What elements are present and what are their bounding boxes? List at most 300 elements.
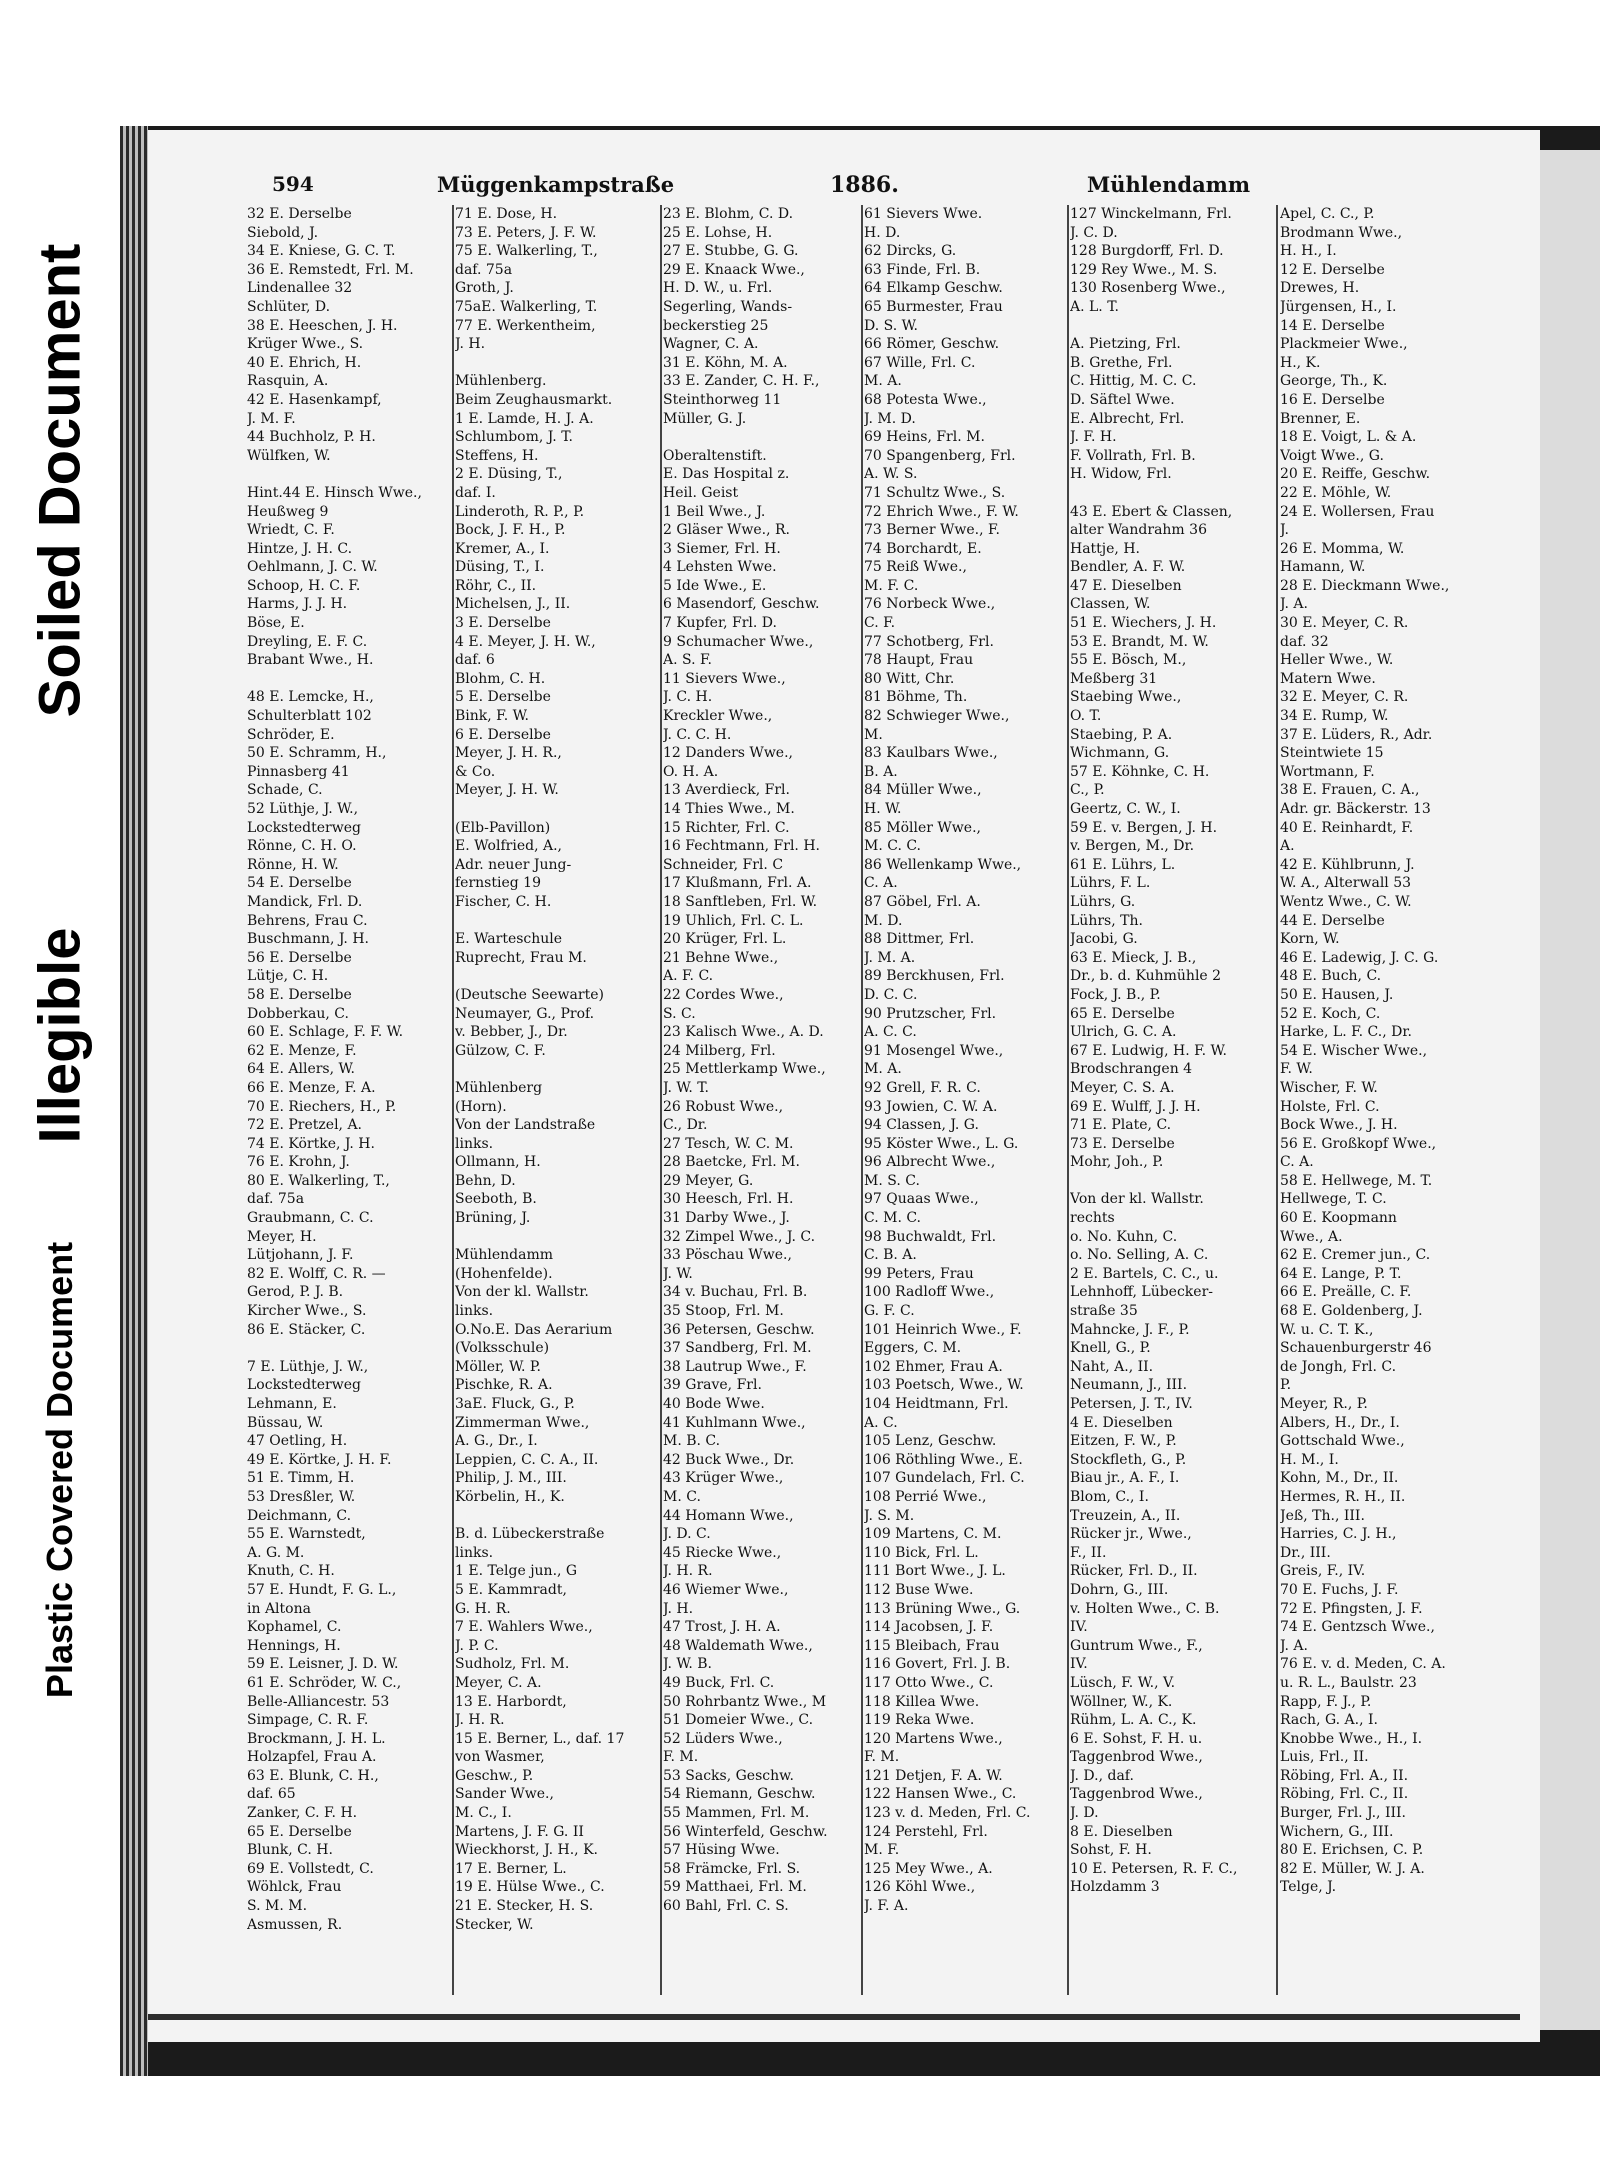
directory-line: Meyer, H. — [247, 1228, 317, 1245]
directory-line: 34 E. Rump, W. — [1280, 708, 1389, 725]
directory-line: C., Dr. — [663, 1117, 708, 1134]
directory-line: Wichmann, G. — [1070, 745, 1170, 762]
directory-line: 128 Burgdorff, Frl. D. — [1070, 243, 1224, 260]
directory-line: Kreckler Wwe., — [663, 708, 773, 725]
directory-line: 40 E. Reinhardt, F. — [1280, 819, 1414, 836]
directory-column-4 — [864, 205, 1064, 2005]
directory-line: M. C. — [663, 1488, 701, 1505]
directory-line: Hermes, R. H., II. — [1280, 1488, 1406, 1505]
directory-line: 74 Borchardt, E. — [864, 540, 982, 557]
directory-line: M. C. C. — [864, 838, 922, 855]
directory-line: links. — [455, 1544, 494, 1561]
directory-line: Geschw., P. — [455, 1767, 534, 1784]
directory-line: Blom, C., I. — [1070, 1488, 1149, 1505]
directory-line — [1070, 1172, 1270, 1191]
directory-line: 50 E. Schramm, H., — [247, 745, 387, 762]
directory-line: 52 Lüthje, J. W., — [247, 801, 359, 817]
directory-line: F. M. — [864, 1749, 900, 1766]
directory-line: Blohm, C. H. — [455, 670, 546, 687]
directory-line: Kremer, A., I. — [455, 540, 550, 557]
directory-line: 39 Grave, Frl. — [663, 1377, 762, 1394]
directory-line: Rasquin, A. — [247, 373, 329, 390]
directory-line: Gerod, P. J. B. — [247, 1284, 344, 1301]
directory-line: Möller, W. P. — [455, 1358, 541, 1375]
directory-line: M. B. C. — [663, 1433, 721, 1450]
directory-line: Düsing, T., I. — [455, 559, 545, 576]
directory-line: 11 Sievers Wwe., — [663, 670, 786, 687]
directory-line: 59 E. v. Bergen, J. H. — [1070, 819, 1218, 836]
directory-line: Burger, Frl. J., III. — [1280, 1805, 1406, 1822]
directory-column-3 — [663, 205, 859, 2005]
directory-line: Treuzein, A., II. — [1070, 1507, 1181, 1524]
directory-line: 80 E. Walkerling, T., — [247, 1172, 390, 1189]
directory-line: 37 E. Lüders, R., Adr. — [1280, 726, 1433, 743]
directory-line: 48 Waldemath Wwe., — [663, 1637, 813, 1654]
directory-line: o. No. Kuhn, C. — [1070, 1228, 1178, 1245]
directory-line: 23 Kalisch Wwe., A. D. — [663, 1024, 824, 1041]
directory-line: Hint.44 E. Hinsch Wwe., — [247, 484, 422, 501]
directory-line: 108 Perrié Wwe., — [864, 1488, 987, 1505]
directory-line: Brodschrangen 4 — [1070, 1061, 1193, 1078]
directory-line: Von der kl. Wallstr. — [1070, 1191, 1204, 1208]
directory-line: M. A. — [864, 1061, 902, 1078]
directory-line: Lehnhoff, Lübecker- — [1070, 1284, 1214, 1301]
directory-line: 15 E. Berner, L., daf. 17 — [455, 1730, 625, 1747]
directory-line: Deichmann, C. — [247, 1507, 352, 1524]
directory-line: J. H. R. — [663, 1563, 713, 1580]
directory-line: J. M. D. — [864, 410, 916, 427]
directory-line: 47 Oetling, H. — [247, 1433, 348, 1450]
directory-line: Mühlenberg — [455, 1079, 543, 1096]
directory-line: Gülzow, C. F. — [455, 1042, 546, 1059]
directory-line: 20 Krüger, Frl. L. — [663, 931, 787, 948]
directory-line: H. W. — [864, 801, 902, 817]
directory-line: 28 Baetcke, Frl. M. — [663, 1154, 800, 1171]
directory-line: M. F. C. — [864, 577, 919, 594]
directory-line: 48 E. Lemcke, H., — [247, 689, 374, 706]
directory-line: 114 Jacobsen, J. F. — [864, 1619, 994, 1636]
directory-line: M. A. — [864, 373, 902, 390]
directory-line: Graubmann, C. C. — [247, 1210, 374, 1227]
directory-line: Holzapfel, Frau A. — [247, 1749, 377, 1766]
directory-line: 73 E. Peters, J. F. W. — [455, 224, 597, 241]
directory-line: Lockstedterweg — [247, 1377, 361, 1394]
page-number: 594 — [272, 172, 314, 196]
directory-line: 54 E. Wischer Wwe., — [1280, 1042, 1428, 1059]
directory-line: u. R. L., Baulstr. 23 — [1280, 1674, 1417, 1691]
directory-line: Schröder, E. — [247, 726, 335, 743]
directory-line: B. Grethe, Frl. — [1070, 354, 1173, 371]
directory-line: de Jongh, Frl. C. — [1280, 1358, 1397, 1375]
directory-line: Röbing, Frl. A., II. — [1280, 1767, 1409, 1784]
directory-line: 63 Finde, Frl. B. — [864, 261, 981, 278]
directory-line: 62 E. Menze, F. — [247, 1042, 357, 1059]
directory-line: 32 E. Derselbe — [247, 206, 352, 222]
directory-line: 51 E. Timm, H. — [247, 1470, 355, 1487]
directory-line: Lehmann, E. — [247, 1396, 337, 1412]
directory-line: Eitzen, F. W., P. — [1070, 1433, 1177, 1450]
directory-line: 75aE. Walkerling, T. — [455, 298, 598, 315]
directory-line: 116 Govert, Frl. J. B. — [864, 1656, 1011, 1673]
directory-line: Seeboth, B. — [455, 1191, 537, 1208]
directory-line: Rücker, Frl. D., II. — [1070, 1563, 1198, 1580]
directory-line: 6 E. Sohst, F. H. u. — [1070, 1730, 1203, 1747]
directory-line: 111 Bort Wwe., J. L. — [864, 1563, 1006, 1580]
directory-line: Pinnasberg 41 — [247, 763, 350, 780]
directory-line: 22 Cordes Wwe., — [663, 986, 784, 1003]
directory-line: 41 Kuhlmann Wwe., — [663, 1414, 806, 1431]
directory-line: M. F. — [864, 1842, 900, 1859]
directory-line — [455, 912, 655, 931]
directory-line: 38 Lautrup Wwe., F. — [663, 1358, 807, 1375]
directory-line: 50 E. Hausen, J. — [1280, 986, 1394, 1003]
column-rule — [660, 205, 662, 1995]
directory-line: Hintze, J. H. C. — [247, 540, 353, 557]
directory-line: 47 Trost, J. H. A. — [663, 1619, 781, 1636]
directory-line: Von der Landstraße — [455, 1117, 596, 1134]
directory-line: 61 Sievers Wwe. — [864, 206, 983, 222]
column-rule — [452, 205, 454, 1995]
directory-line: J. C. D. — [1070, 224, 1118, 241]
directory-line: Hattje, H. — [1070, 540, 1140, 557]
directory-line: 32 E. Meyer, C. R. — [1280, 689, 1409, 706]
directory-line: C. A. — [864, 875, 898, 892]
directory-line: 38 E. Heeschen, J. H. — [247, 317, 398, 334]
column-rule — [861, 205, 863, 1995]
directory-line: 69 E. Vollstedt, C. — [247, 1860, 374, 1877]
directory-line: 60 Bahl, Frl. C. S. — [663, 1898, 789, 1915]
directory-line: Apel, C. C., P. — [1280, 206, 1375, 222]
directory-line: 4 E. Dieselben — [1070, 1414, 1173, 1431]
directory-line: 57 E. Köhnke, C. H. — [1070, 763, 1210, 780]
directory-line: 55 Mammen, Frl. M. — [663, 1805, 810, 1822]
directory-line: 10 E. Petersen, R. F. C., — [1070, 1860, 1238, 1877]
directory-line: 73 E. Derselbe — [1070, 1135, 1175, 1152]
directory-line: Adr. neuer Jung- — [455, 856, 572, 873]
directory-line: Rönne, C. H. O. — [247, 838, 357, 855]
directory-line: Wieckhorst, J. H., K. — [455, 1842, 598, 1859]
directory-line: J. H. R. — [455, 1712, 505, 1729]
directory-line: 121 Detjen, F. A. W. — [864, 1767, 1003, 1784]
directory-line: 17 Klußmann, Frl. A. — [663, 875, 812, 892]
directory-line: Dobberkau, C. — [247, 1005, 349, 1022]
directory-line: Martens, J. F. G. II — [455, 1823, 584, 1840]
directory-line: 51 E. Wiechers, J. H. — [1070, 615, 1217, 632]
directory-line: 115 Bleibach, Frau — [864, 1637, 1000, 1654]
directory-line: 92 Grell, F. R. C. — [864, 1079, 981, 1096]
directory-line: 60 E. Schlage, F. F. W. — [247, 1024, 404, 1041]
directory-line: beckerstieg 25 — [663, 317, 769, 334]
directory-line: 99 Peters, Frau — [864, 1265, 974, 1282]
directory-line: Dohrn, G., III. — [1070, 1581, 1169, 1598]
directory-line: 101 Heinrich Wwe., F. — [864, 1321, 1022, 1338]
directory-line: H., K. — [1280, 354, 1321, 371]
directory-line: 90 Prutzscher, Frl. — [864, 1005, 997, 1022]
directory-line: von Wasmer, — [455, 1749, 545, 1766]
directory-line: 21 E. Stecker, H. S. — [455, 1898, 594, 1915]
directory-line: Fischer, C. H. — [455, 893, 552, 910]
directory-line: Lockstedterweg — [247, 819, 361, 836]
header-year: 1886. — [830, 172, 899, 198]
directory-line: 18 Sanftleben, Frl. W. — [663, 893, 818, 910]
directory-line: J. D. C. — [663, 1526, 711, 1543]
directory-line: Lührs, Th. — [1070, 912, 1143, 929]
directory-line: 65 Burmester, Frau — [864, 298, 1003, 315]
directory-line: 24 Milberg, Frl. — [663, 1042, 776, 1059]
directory-line: 46 E. Ladewig, J. C. G. — [1280, 949, 1439, 966]
directory-line: Wöhlck, Frau — [247, 1879, 342, 1896]
directory-line: 6 Masendorf, Geschw. — [663, 596, 820, 613]
illegible-label: Illegible — [27, 927, 93, 1143]
directory-line: v. Bebber, J., Dr. — [455, 1024, 568, 1041]
directory-line: Knuth, C. H. — [247, 1563, 335, 1580]
directory-line: J. D. — [1070, 1805, 1099, 1822]
directory-line: 55 E. Warnstedt, — [247, 1526, 366, 1543]
directory-line: 119 Reka Wwe. — [864, 1712, 975, 1729]
directory-line: straße 35 — [1070, 1303, 1138, 1320]
directory-line: Von der kl. Wallstr. — [455, 1284, 589, 1301]
directory-line: 2 E. Düsing, T., — [455, 466, 563, 483]
directory-line: 126 Köhl Wwe., — [864, 1879, 976, 1896]
directory-line: 12 E. Derselbe — [1280, 261, 1385, 278]
directory-line: J. M. A. — [864, 949, 916, 966]
directory-line: 61 E. Lührs, L. — [1070, 856, 1176, 873]
directory-line: 14 E. Derselbe — [1280, 317, 1385, 334]
directory-line: 14 Thies Wwe., M. — [663, 801, 795, 817]
directory-line: J. M. F. — [247, 410, 296, 427]
directory-line: 1 E. Lamde, H. J. A. — [455, 410, 594, 427]
directory-line: J. C. C. H. — [663, 726, 732, 743]
directory-line: 89 Berckhusen, Frl. — [864, 968, 1005, 985]
directory-line — [455, 1060, 655, 1079]
directory-line: 44 Buchholz, P. H. — [247, 429, 376, 446]
directory-line: 36 E. Remstedt, Frl. M. — [247, 261, 414, 278]
directory-line — [247, 670, 447, 689]
directory-line: v. Bergen, M., Dr. — [1070, 838, 1195, 855]
directory-line: C. M. C. — [864, 1210, 922, 1227]
directory-line: Eggers, C. M. — [864, 1340, 962, 1357]
directory-line: W. A., Alterwall 53 — [1280, 875, 1412, 892]
directory-line: O. H. A. — [663, 763, 719, 780]
directory-line: Kophamel, C. — [247, 1619, 342, 1636]
directory-line: Telge, J. — [1280, 1879, 1337, 1896]
directory-line: 102 Ehmer, Frau A. — [864, 1358, 1003, 1375]
directory-line: J. H. — [663, 1600, 694, 1617]
directory-line: Behn, D. — [455, 1172, 516, 1189]
directory-line: 125 Mey Wwe., A. — [864, 1860, 993, 1877]
directory-line: Staebing, P. A. — [1070, 726, 1173, 743]
directory-line: Bendler, A. F. W. — [1070, 559, 1186, 576]
directory-line: 74 E. Körtke, J. H. — [247, 1135, 375, 1152]
directory-line: 93 Jowien, C. W. A. — [864, 1098, 998, 1115]
directory-line: 17 E. Berner, L. — [455, 1860, 567, 1877]
directory-line: C. F. — [864, 615, 896, 632]
directory-line: O.No.E. Das Aerarium — [455, 1321, 613, 1338]
directory-line: 97 Quaas Wwe., — [864, 1191, 979, 1208]
directory-line: 2 Gläser Wwe., R. — [663, 522, 790, 539]
directory-line: Groth, J. — [455, 280, 514, 297]
directory-line: 56 Winterfeld, Geschw. — [663, 1823, 828, 1840]
directory-line: 16 Fechtmann, Frl. H. — [663, 838, 820, 855]
directory-line: Gottschald Wwe., — [1280, 1433, 1405, 1450]
directory-line: 3 Siemer, Frl. H. — [663, 540, 781, 557]
directory-line: Meyer, C. S. A. — [1070, 1079, 1175, 1096]
directory-line: E. Warteschule — [455, 931, 563, 948]
directory-line: 22 E. Möhle, W. — [1280, 484, 1392, 501]
directory-line: 117 Otto Wwe., C. — [864, 1674, 994, 1691]
directory-line: G. H. R. — [455, 1600, 511, 1617]
directory-line: alter Wandrahm 36 — [1070, 522, 1207, 539]
directory-line: 5 E. Derselbe — [455, 689, 551, 706]
directory-line: A. C. — [864, 1414, 898, 1431]
directory-line: 129 Rey Wwe., M. S. — [1070, 261, 1218, 278]
directory-line: 18 E. Voigt, L. & A. — [1280, 429, 1417, 446]
directory-line: Petersen, J. T., IV. — [1070, 1396, 1193, 1412]
directory-line: Meyer, J. H. R., — [455, 745, 562, 762]
directory-line: J. P. C. — [455, 1637, 499, 1654]
directory-line: 7 E. Lüthje, J. W., — [247, 1358, 369, 1375]
directory-line: Bink, F. W. — [455, 708, 529, 725]
directory-line: 112 Buse Wwe. — [864, 1581, 974, 1598]
directory-line: 7 Kupfer, Frl. D. — [663, 615, 777, 632]
column-rule — [1067, 205, 1069, 1995]
directory-line: Buschmann, J. H. — [247, 931, 369, 948]
directory-line: H. D. — [864, 224, 901, 241]
directory-line: 29 E. Knaack Wwe., — [663, 261, 805, 278]
directory-line: Holste, Frl. C. — [1280, 1098, 1380, 1115]
directory-line: Sudholz, Frl. M. — [455, 1656, 570, 1673]
directory-line: B. A. — [864, 763, 898, 780]
directory-line: 64 Elkamp Geschw. — [864, 280, 1003, 297]
directory-line: Biau jr., A. F., I. — [1070, 1470, 1180, 1487]
directory-line: Wichern, G., III. — [1280, 1823, 1394, 1840]
directory-line: Knobbe Wwe., H., I. — [1280, 1730, 1423, 1747]
directory-line: Leppien, C. C. A., II. — [455, 1451, 599, 1468]
directory-line: 100 Radloff Wwe., — [864, 1284, 995, 1301]
directory-line: M. D. — [864, 912, 903, 929]
directory-line: Simpage, C. R. F. — [247, 1712, 369, 1729]
directory-line: 73 Berner Wwe., F. — [864, 522, 1000, 539]
directory-line: Siebold, J. — [247, 224, 319, 241]
directory-line: 106 Röthling Wwe., E. — [864, 1451, 1023, 1468]
directory-line: Rapp, F. J., P. — [1280, 1693, 1372, 1710]
book-binding-edge — [120, 126, 148, 2076]
directory-line: A. Pietzing, Frl. — [1070, 336, 1181, 353]
directory-line: 65 E. Derselbe — [1070, 1005, 1175, 1022]
directory-line: 80 E. Erichsen, C. P. — [1280, 1842, 1424, 1859]
directory-line: D. C. C. — [864, 986, 918, 1003]
directory-line: 36 Petersen, Geschw. — [663, 1321, 815, 1338]
directory-line: Müller, G. J. — [663, 410, 747, 427]
directory-line: Heußweg 9 — [247, 503, 329, 520]
plastic-covered-label: Plastic Covered Document — [39, 1241, 81, 1699]
directory-line: W. u. C. T. K., — [1280, 1321, 1374, 1338]
directory-line: C. A. — [1280, 1154, 1314, 1171]
directory-line: 63 E. Blunk, C. H., — [247, 1767, 379, 1784]
directory-line: 30 Heesch, Frl. H. — [663, 1191, 794, 1208]
directory-line: J. D., daf. — [1070, 1767, 1134, 1784]
directory-line: Mandick, Frl. D. — [247, 893, 363, 910]
directory-line — [1070, 317, 1270, 336]
directory-line: 1 E. Telge jun., G — [455, 1563, 578, 1580]
directory-line: Bock, J. F. H., P. — [455, 522, 566, 539]
directory-line: 38 E. Frauen, C. A., — [1280, 782, 1420, 799]
directory-line: Lindenallee 32 — [247, 280, 353, 297]
directory-line: 15 Richter, Frl. C. — [663, 819, 790, 836]
directory-line: 75 E. Walkerling, T., — [455, 243, 598, 260]
directory-line: 66 Römer, Geschw. — [864, 336, 1000, 353]
directory-line: A. — [1280, 838, 1295, 855]
directory-line — [455, 1228, 655, 1247]
directory-line: Wriedt, C. F. — [247, 522, 335, 539]
directory-line: D. S. W. — [864, 317, 919, 334]
directory-line: Neumayer, G., Prof. — [455, 1005, 595, 1022]
directory-line: 56 E. Großkopf Wwe., — [1280, 1135, 1437, 1152]
directory-line — [455, 354, 655, 373]
directory-line: links. — [455, 1303, 494, 1320]
directory-line: Krüger Wwe., S. — [247, 336, 364, 353]
header-right-street: Mühlendamm — [1087, 172, 1251, 197]
directory-line: 67 Wille, Frl. C. — [864, 354, 976, 371]
directory-line: Dreyling, E. F. C. — [247, 633, 368, 650]
directory-line: 53 E. Brandt, M. W. — [1070, 633, 1209, 650]
directory-line: Meßberg 31 — [1070, 670, 1158, 687]
directory-line: Lüsch, F. W., V. — [1070, 1674, 1176, 1691]
directory-line: (Elb-Pavillon) — [455, 819, 551, 836]
directory-line: Zimmerman Wwe., — [455, 1414, 590, 1431]
directory-line: 63 E. Mieck, J. B., — [1070, 949, 1197, 966]
directory-line: Jacobi, G. — [1070, 931, 1138, 948]
directory-line: 77 E. Werkentheim, — [455, 317, 596, 334]
directory-line — [455, 1507, 655, 1526]
directory-line: 34 E. Kniese, G. C. T. — [247, 243, 396, 260]
directory-line: Wortmann, F. — [1280, 763, 1375, 780]
directory-line: 45 Riecke Wwe., — [663, 1544, 782, 1561]
directory-line: 42 E. Hasenkampf, — [247, 391, 382, 408]
directory-line: Dr., III. — [1280, 1544, 1331, 1561]
directory-line: 19 Uhlich, Frl. C. L. — [663, 912, 804, 929]
directory-line: Ulrich, G. C. A. — [1070, 1024, 1177, 1041]
directory-line: rechts — [1070, 1210, 1115, 1227]
directory-line: O. T. — [1070, 708, 1102, 725]
directory-line: Stecker, W. — [455, 1916, 534, 1933]
directory-line: 71 E. Plate, C. — [1070, 1117, 1172, 1134]
directory-line: Kohn, M., Dr., II. — [1280, 1470, 1399, 1487]
directory-line: 50 Rohrbantz Wwe., M — [663, 1693, 827, 1710]
directory-line: 123 v. d. Meden, Frl. C. — [864, 1805, 1031, 1822]
directory-line: 64 E. Lange, P. T. — [1280, 1265, 1402, 1282]
directory-line: 58 E. Derselbe — [247, 986, 352, 1003]
directory-line: fernstieg 19 — [455, 875, 541, 892]
directory-line — [247, 465, 447, 484]
directory-line: 40 E. Ehrich, H. — [247, 354, 362, 371]
directory-line: Rach, G. A., I. — [1280, 1712, 1378, 1729]
directory-line: Schade, C. — [247, 782, 323, 799]
directory-line: 5 E. Kammradt, — [455, 1581, 567, 1598]
directory-line: J. C. H. — [663, 689, 713, 706]
directory-line: J. W. T. — [663, 1079, 709, 1096]
directory-line: 25 E. Lohse, H. — [663, 224, 773, 241]
directory-line: Zanker, C. F. H. — [247, 1805, 358, 1822]
directory-line: Schlüter, D. — [247, 298, 331, 315]
facing-page-edge — [1540, 150, 1600, 2030]
directory-line: 74 E. Gentzsch Wwe., — [1280, 1619, 1435, 1636]
directory-line: J. H. — [455, 336, 486, 353]
directory-line: 16 E. Derselbe — [1280, 391, 1385, 408]
directory-line: Wentz Wwe., C. W. — [1280, 893, 1412, 910]
directory-line: Ollmann, H. — [455, 1154, 541, 1171]
directory-line: 59 Matthaei, Frl. M. — [663, 1879, 807, 1896]
